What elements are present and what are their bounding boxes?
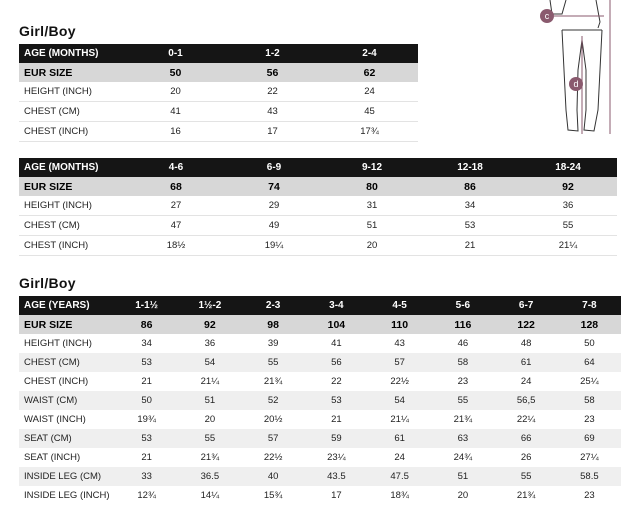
size-cell: 55 bbox=[178, 429, 241, 448]
size-cell: 6-7 bbox=[495, 296, 558, 315]
table-row bbox=[19, 448, 621, 467]
size-cell: 1-2 bbox=[224, 44, 321, 63]
row-label: WAIST (INCH) bbox=[19, 410, 115, 429]
size-cell: 55 bbox=[242, 353, 305, 372]
size-cell: 57 bbox=[368, 353, 431, 372]
size-cell: 21¾ bbox=[495, 486, 558, 505]
size-cell: 23 bbox=[558, 486, 621, 505]
size-cell: 23 bbox=[558, 410, 621, 429]
row-label: HEIGHT (INCH) bbox=[19, 334, 115, 353]
size-cell: 17 bbox=[305, 486, 368, 505]
section-title: Girl/Boy bbox=[19, 275, 76, 291]
size-cell: 62 bbox=[321, 63, 418, 82]
size-cell: 17 bbox=[224, 122, 321, 142]
size-cell: 53 bbox=[421, 216, 519, 236]
size-cell: 21¾ bbox=[242, 372, 305, 391]
size-cell: 55 bbox=[431, 391, 494, 410]
body-measurement-figure bbox=[520, 0, 642, 140]
row-label: EUR SIZE bbox=[19, 315, 115, 334]
size-cell: 53 bbox=[115, 429, 178, 448]
table-row bbox=[19, 429, 621, 448]
size-cell: 23¼ bbox=[305, 448, 368, 467]
size-cell: 31 bbox=[323, 196, 421, 216]
size-cell: 2-4 bbox=[321, 44, 418, 63]
row-label: EUR SIZE bbox=[19, 177, 127, 196]
size-cell: 128 bbox=[558, 315, 621, 334]
size-cell: 19¼ bbox=[225, 236, 323, 256]
size-cell: 50 bbox=[127, 63, 224, 82]
size-cell: 24 bbox=[495, 372, 558, 391]
row-label: INSIDE LEG (CM) bbox=[19, 467, 115, 486]
row-label: CHEST (INCH) bbox=[19, 236, 127, 256]
size-cell: 23 bbox=[431, 372, 494, 391]
size-cell: 5-6 bbox=[431, 296, 494, 315]
size-cell: 50 bbox=[115, 391, 178, 410]
size-cell: 21¾ bbox=[178, 448, 241, 467]
size-cell: 24 bbox=[368, 448, 431, 467]
size-cell: 43.5 bbox=[305, 467, 368, 486]
size-cell: 58 bbox=[558, 391, 621, 410]
size-cell: 34 bbox=[421, 196, 519, 216]
size-table-months-large bbox=[19, 158, 617, 256]
row-label: HEIGHT (INCH) bbox=[19, 196, 127, 216]
size-cell: 21 bbox=[421, 236, 519, 256]
table-row bbox=[19, 82, 418, 102]
size-cell: 19¾ bbox=[115, 410, 178, 429]
size-cell: 18¾ bbox=[368, 486, 431, 505]
size-cell: 43 bbox=[368, 334, 431, 353]
inside-leg-marker bbox=[569, 77, 583, 91]
size-cell: 45 bbox=[321, 102, 418, 122]
size-cell: 49 bbox=[225, 216, 323, 236]
size-cell: 18-24 bbox=[519, 158, 617, 177]
size-cell: 43 bbox=[224, 102, 321, 122]
size-cell: 61 bbox=[495, 353, 558, 372]
size-cell: 3-4 bbox=[305, 296, 368, 315]
size-cell: 12¾ bbox=[115, 486, 178, 505]
size-cell: 21 bbox=[305, 410, 368, 429]
size-cell: 27¼ bbox=[558, 448, 621, 467]
size-cell: 21 bbox=[115, 372, 178, 391]
section-title: Girl/Boy bbox=[19, 23, 76, 39]
size-cell: 47.5 bbox=[368, 467, 431, 486]
table-row bbox=[19, 196, 617, 216]
size-cell: 24¾ bbox=[431, 448, 494, 467]
size-cell: 21¼ bbox=[519, 236, 617, 256]
size-cell: 55 bbox=[495, 467, 558, 486]
size-table-years bbox=[19, 296, 621, 505]
size-cell: 20 bbox=[323, 236, 421, 256]
table-row bbox=[19, 334, 621, 353]
table-row bbox=[19, 410, 621, 429]
size-cell: 15¾ bbox=[242, 486, 305, 505]
size-cell: 86 bbox=[421, 177, 519, 196]
child-figure-outline bbox=[550, 0, 602, 131]
size-cell: 47 bbox=[127, 216, 225, 236]
size-cell: 51 bbox=[323, 216, 421, 236]
row-label: CHEST (INCH) bbox=[19, 122, 127, 142]
size-cell: 26 bbox=[495, 448, 558, 467]
size-cell: 54 bbox=[178, 353, 241, 372]
row-label: SEAT (CM) bbox=[19, 429, 115, 448]
size-cell: 92 bbox=[519, 177, 617, 196]
size-cell: 66 bbox=[495, 429, 558, 448]
size-cell: 20 bbox=[431, 486, 494, 505]
size-cell: 74 bbox=[225, 177, 323, 196]
size-cell: 36 bbox=[178, 334, 241, 353]
size-cell: 69 bbox=[558, 429, 621, 448]
chest-marker bbox=[540, 9, 554, 23]
table-row bbox=[19, 467, 621, 486]
size-cell: 56 bbox=[224, 63, 321, 82]
size-cell: 53 bbox=[305, 391, 368, 410]
size-cell: 122 bbox=[495, 315, 558, 334]
size-cell: 92 bbox=[178, 315, 241, 334]
row-label: AGE (YEARS) bbox=[19, 296, 115, 315]
size-cell: 34 bbox=[115, 334, 178, 353]
size-cell: 16 bbox=[127, 122, 224, 142]
size-cell: 39 bbox=[242, 334, 305, 353]
size-cell: 2-3 bbox=[242, 296, 305, 315]
size-cell: 58 bbox=[431, 353, 494, 372]
marker-label-d: d bbox=[573, 79, 579, 89]
size-cell: 41 bbox=[305, 334, 368, 353]
size-cell: 20 bbox=[127, 82, 224, 102]
eur-size-row bbox=[19, 63, 418, 82]
size-cell: 17¾ bbox=[321, 122, 418, 142]
table-row bbox=[19, 353, 621, 372]
row-label: AGE (MONTHS) bbox=[19, 158, 127, 177]
size-cell: 36.5 bbox=[178, 467, 241, 486]
size-cell: 64 bbox=[558, 353, 621, 372]
row-label: SEAT (INCH) bbox=[19, 448, 115, 467]
marker-label-c: c bbox=[544, 11, 550, 21]
size-cell: 14¼ bbox=[178, 486, 241, 505]
table-row bbox=[19, 372, 621, 391]
row-label: EUR SIZE bbox=[19, 63, 127, 82]
size-cell: 21¼ bbox=[178, 372, 241, 391]
size-cell: 104 bbox=[305, 315, 368, 334]
size-cell: 33 bbox=[115, 467, 178, 486]
table-header-row bbox=[19, 296, 621, 315]
size-cell: 24 bbox=[321, 82, 418, 102]
size-cell: 56,5 bbox=[495, 391, 558, 410]
size-cell: 29 bbox=[225, 196, 323, 216]
table-row bbox=[19, 102, 418, 122]
size-cell: 22¼ bbox=[495, 410, 558, 429]
row-label: WAIST (CM) bbox=[19, 391, 115, 410]
size-cell: 48 bbox=[495, 334, 558, 353]
size-cell: 50 bbox=[558, 334, 621, 353]
size-cell: 21¾ bbox=[431, 410, 494, 429]
size-cell: 58.5 bbox=[558, 467, 621, 486]
table-row bbox=[19, 236, 617, 256]
size-cell: 12-18 bbox=[421, 158, 519, 177]
size-cell: 4-5 bbox=[368, 296, 431, 315]
size-cell: 9-12 bbox=[323, 158, 421, 177]
size-cell: 63 bbox=[431, 429, 494, 448]
size-cell: 51 bbox=[431, 467, 494, 486]
size-table-months-small bbox=[19, 44, 418, 142]
table-header-row bbox=[19, 44, 418, 63]
row-label: HEIGHT (INCH) bbox=[19, 82, 127, 102]
size-cell: 1-1½ bbox=[115, 296, 178, 315]
size-cell: 22½ bbox=[242, 448, 305, 467]
row-label: CHEST (CM) bbox=[19, 102, 127, 122]
size-cell: 22½ bbox=[368, 372, 431, 391]
row-label: CHEST (CM) bbox=[19, 353, 115, 372]
eur-size-row bbox=[19, 177, 617, 196]
size-cell: 110 bbox=[368, 315, 431, 334]
table-row bbox=[19, 391, 621, 410]
size-cell: 22 bbox=[224, 82, 321, 102]
size-cell: 1½-2 bbox=[178, 296, 241, 315]
size-cell: 4-6 bbox=[127, 158, 225, 177]
size-cell: 25¼ bbox=[558, 372, 621, 391]
table-row bbox=[19, 486, 621, 505]
size-cell: 61 bbox=[368, 429, 431, 448]
size-cell: 21 bbox=[115, 448, 178, 467]
size-cell: 54 bbox=[368, 391, 431, 410]
row-label: CHEST (CM) bbox=[19, 216, 127, 236]
measurement-lines bbox=[554, 0, 610, 134]
size-cell: 51 bbox=[178, 391, 241, 410]
table-header-row bbox=[19, 158, 617, 177]
size-cell: 21¼ bbox=[368, 410, 431, 429]
table-row bbox=[19, 216, 617, 236]
size-cell: 86 bbox=[115, 315, 178, 334]
size-cell: 7-8 bbox=[558, 296, 621, 315]
size-cell: 20 bbox=[178, 410, 241, 429]
table-row bbox=[19, 122, 418, 142]
size-cell: 46 bbox=[431, 334, 494, 353]
size-cell: 18½ bbox=[127, 236, 225, 256]
size-cell: 53 bbox=[115, 353, 178, 372]
row-label: CHEST (INCH) bbox=[19, 372, 115, 391]
row-label: INSIDE LEG (INCH) bbox=[19, 486, 115, 505]
size-cell: 20½ bbox=[242, 410, 305, 429]
size-cell: 68 bbox=[127, 177, 225, 196]
size-cell: 59 bbox=[305, 429, 368, 448]
size-cell: 27 bbox=[127, 196, 225, 216]
size-cell: 6-9 bbox=[225, 158, 323, 177]
size-cell: 80 bbox=[323, 177, 421, 196]
size-cell: 98 bbox=[242, 315, 305, 334]
size-cell: 57 bbox=[242, 429, 305, 448]
size-cell: 41 bbox=[127, 102, 224, 122]
size-cell: 116 bbox=[431, 315, 494, 334]
size-cell: 36 bbox=[519, 196, 617, 216]
size-cell: 0-1 bbox=[127, 44, 224, 63]
size-cell: 40 bbox=[242, 467, 305, 486]
size-cell: 52 bbox=[242, 391, 305, 410]
row-label: AGE (MONTHS) bbox=[19, 44, 127, 63]
size-cell: 56 bbox=[305, 353, 368, 372]
size-cell: 22 bbox=[305, 372, 368, 391]
eur-size-row bbox=[19, 315, 621, 334]
size-cell: 55 bbox=[519, 216, 617, 236]
